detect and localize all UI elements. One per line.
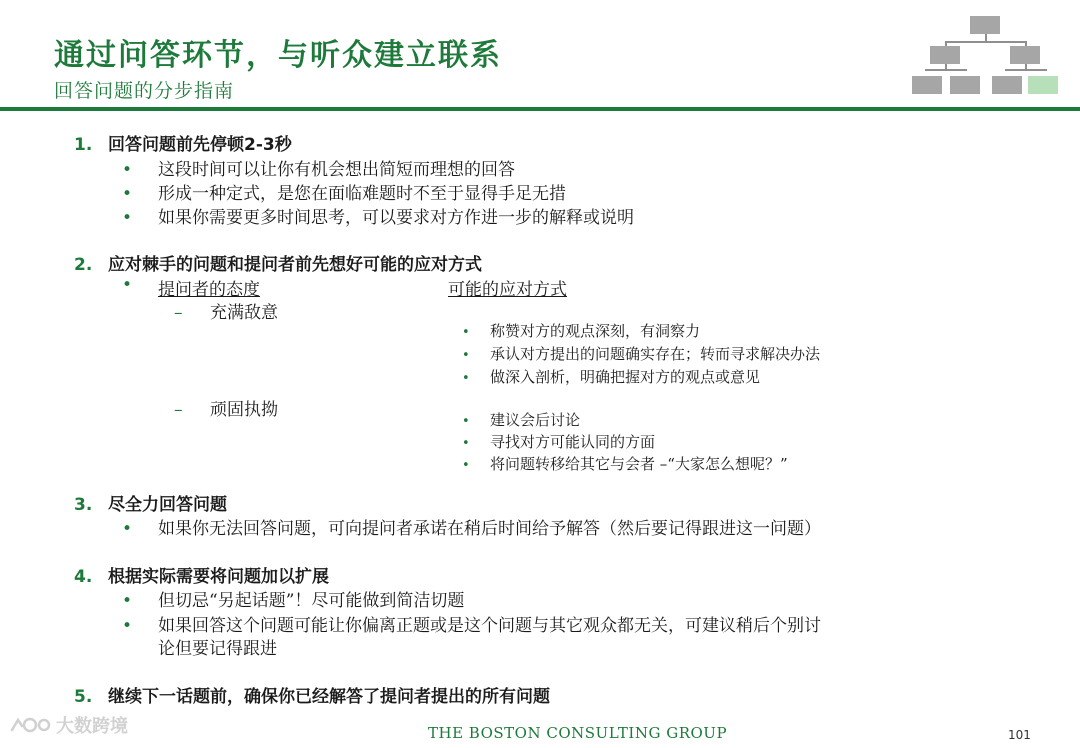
watermark-logo-icon bbox=[8, 714, 52, 736]
section-text: 尽全力回答问题 bbox=[108, 495, 227, 515]
footer-organization: THE BOSTON CONSULTING GROUP bbox=[428, 724, 728, 742]
bullet-icon: • bbox=[122, 184, 133, 204]
list-item-continuation: 论但要记得跟进 bbox=[158, 639, 277, 659]
section-text: 回答问题前先停顿2-3秒 bbox=[108, 135, 292, 155]
section-number: 1. bbox=[74, 135, 93, 155]
response-item: • 承认对方提出的问题确实存在；转而寻求解决办法 bbox=[462, 345, 821, 363]
response-item: • 做深入剖析，明确把握对方的观点或意见 bbox=[462, 368, 761, 386]
section-number: 3. bbox=[74, 495, 93, 515]
attitude-stubborn: – 顽固执拗 bbox=[174, 400, 278, 420]
bullet-icon: • bbox=[122, 591, 133, 611]
response-item: • 建议会后讨论 bbox=[462, 411, 581, 429]
section-text: 继续下一话题前，确保你已经解答了提问者提出的所有问题 bbox=[108, 687, 550, 707]
section-number: 5. bbox=[74, 687, 93, 707]
bullet-icon: • bbox=[462, 348, 470, 363]
bullet-icon: • bbox=[122, 616, 133, 636]
section-1-title bbox=[74, 130, 292, 155]
list-item bbox=[122, 275, 158, 295]
attitude-hostile: – 充满敌意 bbox=[174, 303, 278, 323]
section-2-title bbox=[74, 250, 482, 275]
column-header-response: 可能的应对方式 bbox=[448, 280, 567, 300]
bullet-icon: • bbox=[122, 519, 133, 539]
section-3-title bbox=[74, 490, 227, 515]
dash-icon: – bbox=[174, 400, 183, 420]
list-item: • 如果回答这个问题可能让你偏离正题或是这个问题与其它观众都无关，可建议稍后个别讨 bbox=[122, 616, 821, 636]
response-item: • 寻找对方可能认同的方面 bbox=[462, 433, 656, 451]
watermark: 大数跨境 bbox=[8, 712, 128, 738]
bullet-icon: • bbox=[462, 458, 470, 473]
dash-icon: – bbox=[174, 303, 183, 323]
list-item: • 形成一种定式，是您在面临难题时不至于显得手足无措 bbox=[122, 184, 566, 204]
slide-subtitle: 回答问题的分步指南 bbox=[54, 80, 235, 102]
section-text: 根据实际需要将问题加以扩展 bbox=[108, 567, 329, 587]
bullet-icon: • bbox=[122, 208, 133, 228]
column-header-attitude: 提问者的态度 bbox=[158, 280, 260, 300]
bullet-icon: • bbox=[462, 325, 470, 340]
slide-title: 通过问答环节，与听众建立联系 bbox=[54, 38, 502, 73]
section-number: 2. bbox=[74, 255, 93, 275]
list-item: • 但切忌“另起话题”！尽可能做到简洁切题 bbox=[122, 591, 465, 611]
bullet-icon: • bbox=[462, 371, 470, 386]
bullet-icon: • bbox=[462, 436, 470, 451]
list-item: • 如果你无法回答问题，可向提问者承诺在稍后时间给予解答（然后要记得跟进这一问题） bbox=[122, 519, 821, 539]
section-5-title bbox=[74, 682, 550, 707]
section-4-title bbox=[74, 562, 329, 587]
section-number: 4. bbox=[74, 567, 93, 587]
response-item: • 将问题转移给其它与会者 –“大家怎么想呢？” bbox=[462, 455, 788, 473]
bullet-icon: • bbox=[462, 414, 470, 429]
response-item: • 称赞对方的观点深刻，有洞察力 bbox=[462, 322, 701, 340]
page-number: 101 bbox=[1008, 728, 1031, 742]
bullet-icon: • bbox=[122, 275, 133, 295]
bullet-icon: • bbox=[122, 160, 133, 180]
section-text: 应对棘手的问题和提问者前先想好可能的应对方式 bbox=[108, 255, 482, 275]
list-item: • 这段时间可以让你有机会想出简短而理想的回答 bbox=[122, 160, 515, 180]
list-item: • 如果你需要更多时间思考，可以要求对方作进一步的解释或说明 bbox=[122, 208, 634, 228]
